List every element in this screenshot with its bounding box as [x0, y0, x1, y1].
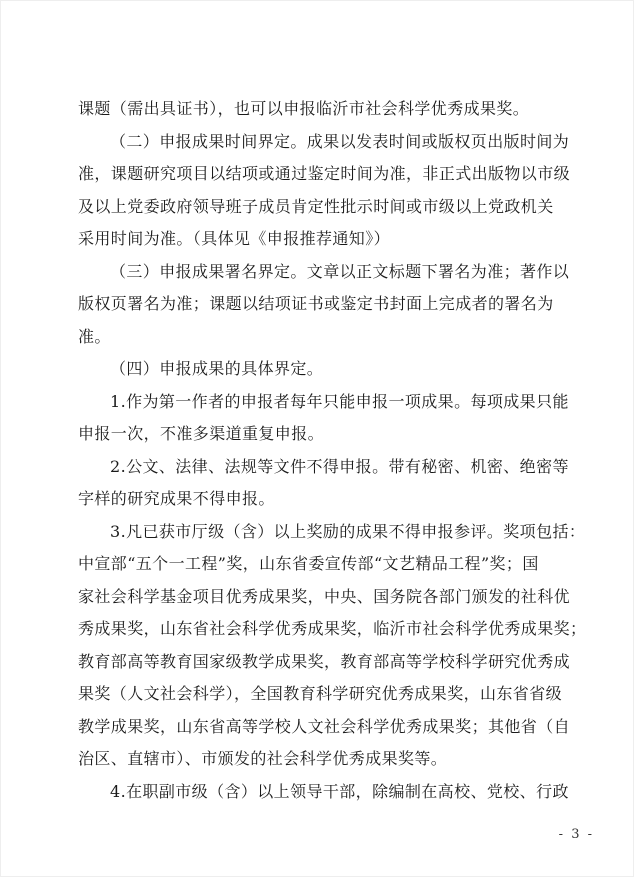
text-line: 课题（需出具证书），也可以申报临沂市社会科学优秀成果奖。: [78, 99, 530, 118]
text-line: 及以上党委政府领导班子成员肯定性批示时间或市级以上党政机关: [78, 197, 554, 216]
list-item-1: 1.作为第一作者的申报者每年只能申报一项成果。每项成果只能: [110, 392, 569, 411]
text-line: 采用时间为准。（具体见《申报推荐通知》）: [78, 229, 391, 248]
text-line: 版权页署名为准；课题以结项证书或鉴定书封面上完成者的署名为: [78, 294, 554, 313]
page-number: - 3 -: [558, 827, 594, 842]
text-line: 中宣部“五个一工程”奖，山东省委宣传部“文艺精品工程”奖；国: [78, 554, 539, 573]
list-item-2: 2.公文、法律、法规等文件不得申报。带有秘密、机密、绝密等: [110, 457, 569, 476]
text-line: 秀成果奖，山东省社会科学优秀成果奖，临沂市社会科学优秀成果奖；: [78, 619, 587, 638]
text-line: 准，课题研究项目以结项或通过鉴定时间为准，非正式出版物以市级: [78, 164, 571, 183]
paragraph-heading: （三）申报成果署名界定。文章以正文标题下署名为准；著作以: [110, 262, 570, 281]
text-line: 治区、直辖市）、市颁发的社会科学优秀成果奖等。: [78, 749, 448, 768]
paragraph-heading: （四）申报成果的具体界定。: [110, 359, 324, 378]
text-line: 准。: [78, 327, 111, 346]
text-line: 家社会科学基金项目优秀成果奖，中央、国务院各部门颁发的社科优: [78, 587, 571, 606]
text-line: 字样的研究成果不得申报。: [78, 489, 275, 508]
text-line: 教育部高等教育国家级教学成果奖，教育部高等学校科学研究优秀成: [78, 652, 571, 671]
list-item-3: 3.凡已获市厅级（含）以上奖励的成果不得申报参评。奖项包括：: [110, 522, 586, 541]
text-line: 果奖（人文社会科学），全国教育科学研究优秀成果奖，山东省省级: [78, 684, 563, 703]
text-line: 教学成果奖，山东省高等学校人文社会科学优秀成果奖；其他省（自: [78, 717, 571, 736]
text-line: 申报一次，不准多渠道重复申报。: [78, 424, 325, 443]
list-item-4: 4.在职副市级（含）以上领导干部，除编制在高校、党校、行政: [110, 782, 569, 801]
paragraph-heading: （二）申报成果时间界定。成果以发表时间或版权页出版时间为: [110, 132, 570, 151]
